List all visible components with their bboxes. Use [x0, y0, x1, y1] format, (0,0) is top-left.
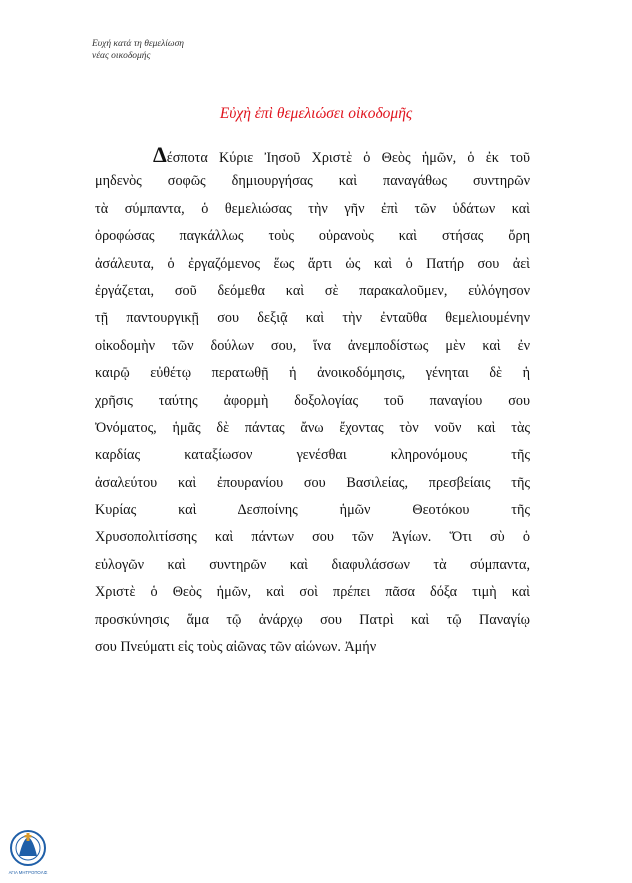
prayer-line: ἀσαλεύτου καὶ ἐπουρανίου σου Βασιλείας, πρεσβείαις τῆς [95, 474, 530, 491]
logo-cross-horizontal [25, 835, 32, 837]
prayer-line: εὐλογῶν καὶ συντηρῶν καὶ διαφυλάσσων τὰ σύμπαντα, [95, 556, 530, 573]
running-head [92, 38, 184, 62]
prayer-line: ἐργάζεται, σοῦ δεόμεθα καὶ σὲ παρακαλοῦμεν, εὐλόγησον [95, 282, 530, 299]
prayer-line: προσκύνησις ἅμα τῷ ἀνάρχῳ σου Πατρὶ καὶ τῷ Παναγίῳ [95, 611, 530, 628]
prayer-line: ἀσάλευτα, ὁ ἐργαζόμενος ἕως ἄρτι ὡς καὶ ὁ Πατήρ σου ἀεὶ [95, 255, 530, 272]
prayer-line [95, 141, 530, 168]
prayer-line: Χριστὲ ὁ Θεὸς ἡμῶν, καὶ σοὶ πρέπει πᾶσα δόξα τιμὴ καὶ [95, 584, 530, 601]
prayer-line: Ὀνόματος, ἡμᾶς δὲ πάντας ἄνω ἔχοντας τὸν νοῦν καὶ τὰς [95, 419, 530, 436]
prayer-line: Κυρίας καὶ Δεσποίνης ἡμῶν Θεοτόκου τῆς [95, 502, 530, 519]
logo-caption: ΑΓΙΑ ΜΗΤΡΟΠΟΛΙΣ [8, 870, 48, 875]
prayer-line: μηδενὸς σοφῶς δημιουργήσας καὶ παναγάθως συντηρῶν [95, 173, 530, 190]
prayer-line: καρδίας καταξίωσον γενέσθαι κληρονόμους τῆς [95, 447, 530, 464]
metropolis-emblem-icon [6, 828, 50, 878]
prayer-line: τὰ σύμπαντα, ὁ θεμελιώσας τὴν γῆν ἐπὶ τῶν ὑδάτων καὶ [95, 200, 530, 217]
prayer-line: ὀροφώσας παγκάλλως τοὺς οὐρανοὺς καὶ στήσας ὄρη [95, 228, 530, 245]
prayer-title: Εὐχὴ ἐπὶ θεμελιώσει οἰκοδομῆς [219, 105, 413, 122]
prayer-line-text: έσποτα Κύριε Ἰησοῦ Χριστὲ ὁ Θεὸς ἡμῶν, ὁ ἐκ τοῦ [166, 150, 530, 166]
prayer-line: καιρῷ εὐθέτῳ περατωθῇ ἡ ἀνοικοδόμησις, γένηται δὲ ἡ [95, 365, 530, 382]
prayer-line: τῇ παντουργικῇ σου δεξιᾷ καὶ τὴν ἐνταῦθα θεμελιουμένην [95, 310, 530, 327]
running-head-line-2: νέας οικοδομής [92, 51, 151, 61]
prayer-line: σου Πνεύματι εἰς τοὺς αἰῶνας τῶν αἰώνων. Ἀμήν [95, 639, 377, 656]
prayer-line: Χρυσοπολιτίσσης καὶ πάντων σου τῶν Ἁγίων. Ὅτι σὺ ὁ [95, 529, 530, 546]
running-head-line-1: Ευχή κατά τη θεμελίωση [92, 39, 185, 49]
drop-cap: Δ [153, 142, 167, 167]
prayer-line: οἰκοδομὴν τῶν δούλων σου, ἵνα ἀνεμποδίστως μὲν καὶ ἐν [95, 337, 530, 354]
prayer-text [95, 141, 530, 661]
prayer-line: χρῆσις ταύτης ἀφορμὴ δοξολογίας τοῦ παναγίου σου [95, 392, 530, 409]
metropolis-logo [6, 828, 50, 878]
